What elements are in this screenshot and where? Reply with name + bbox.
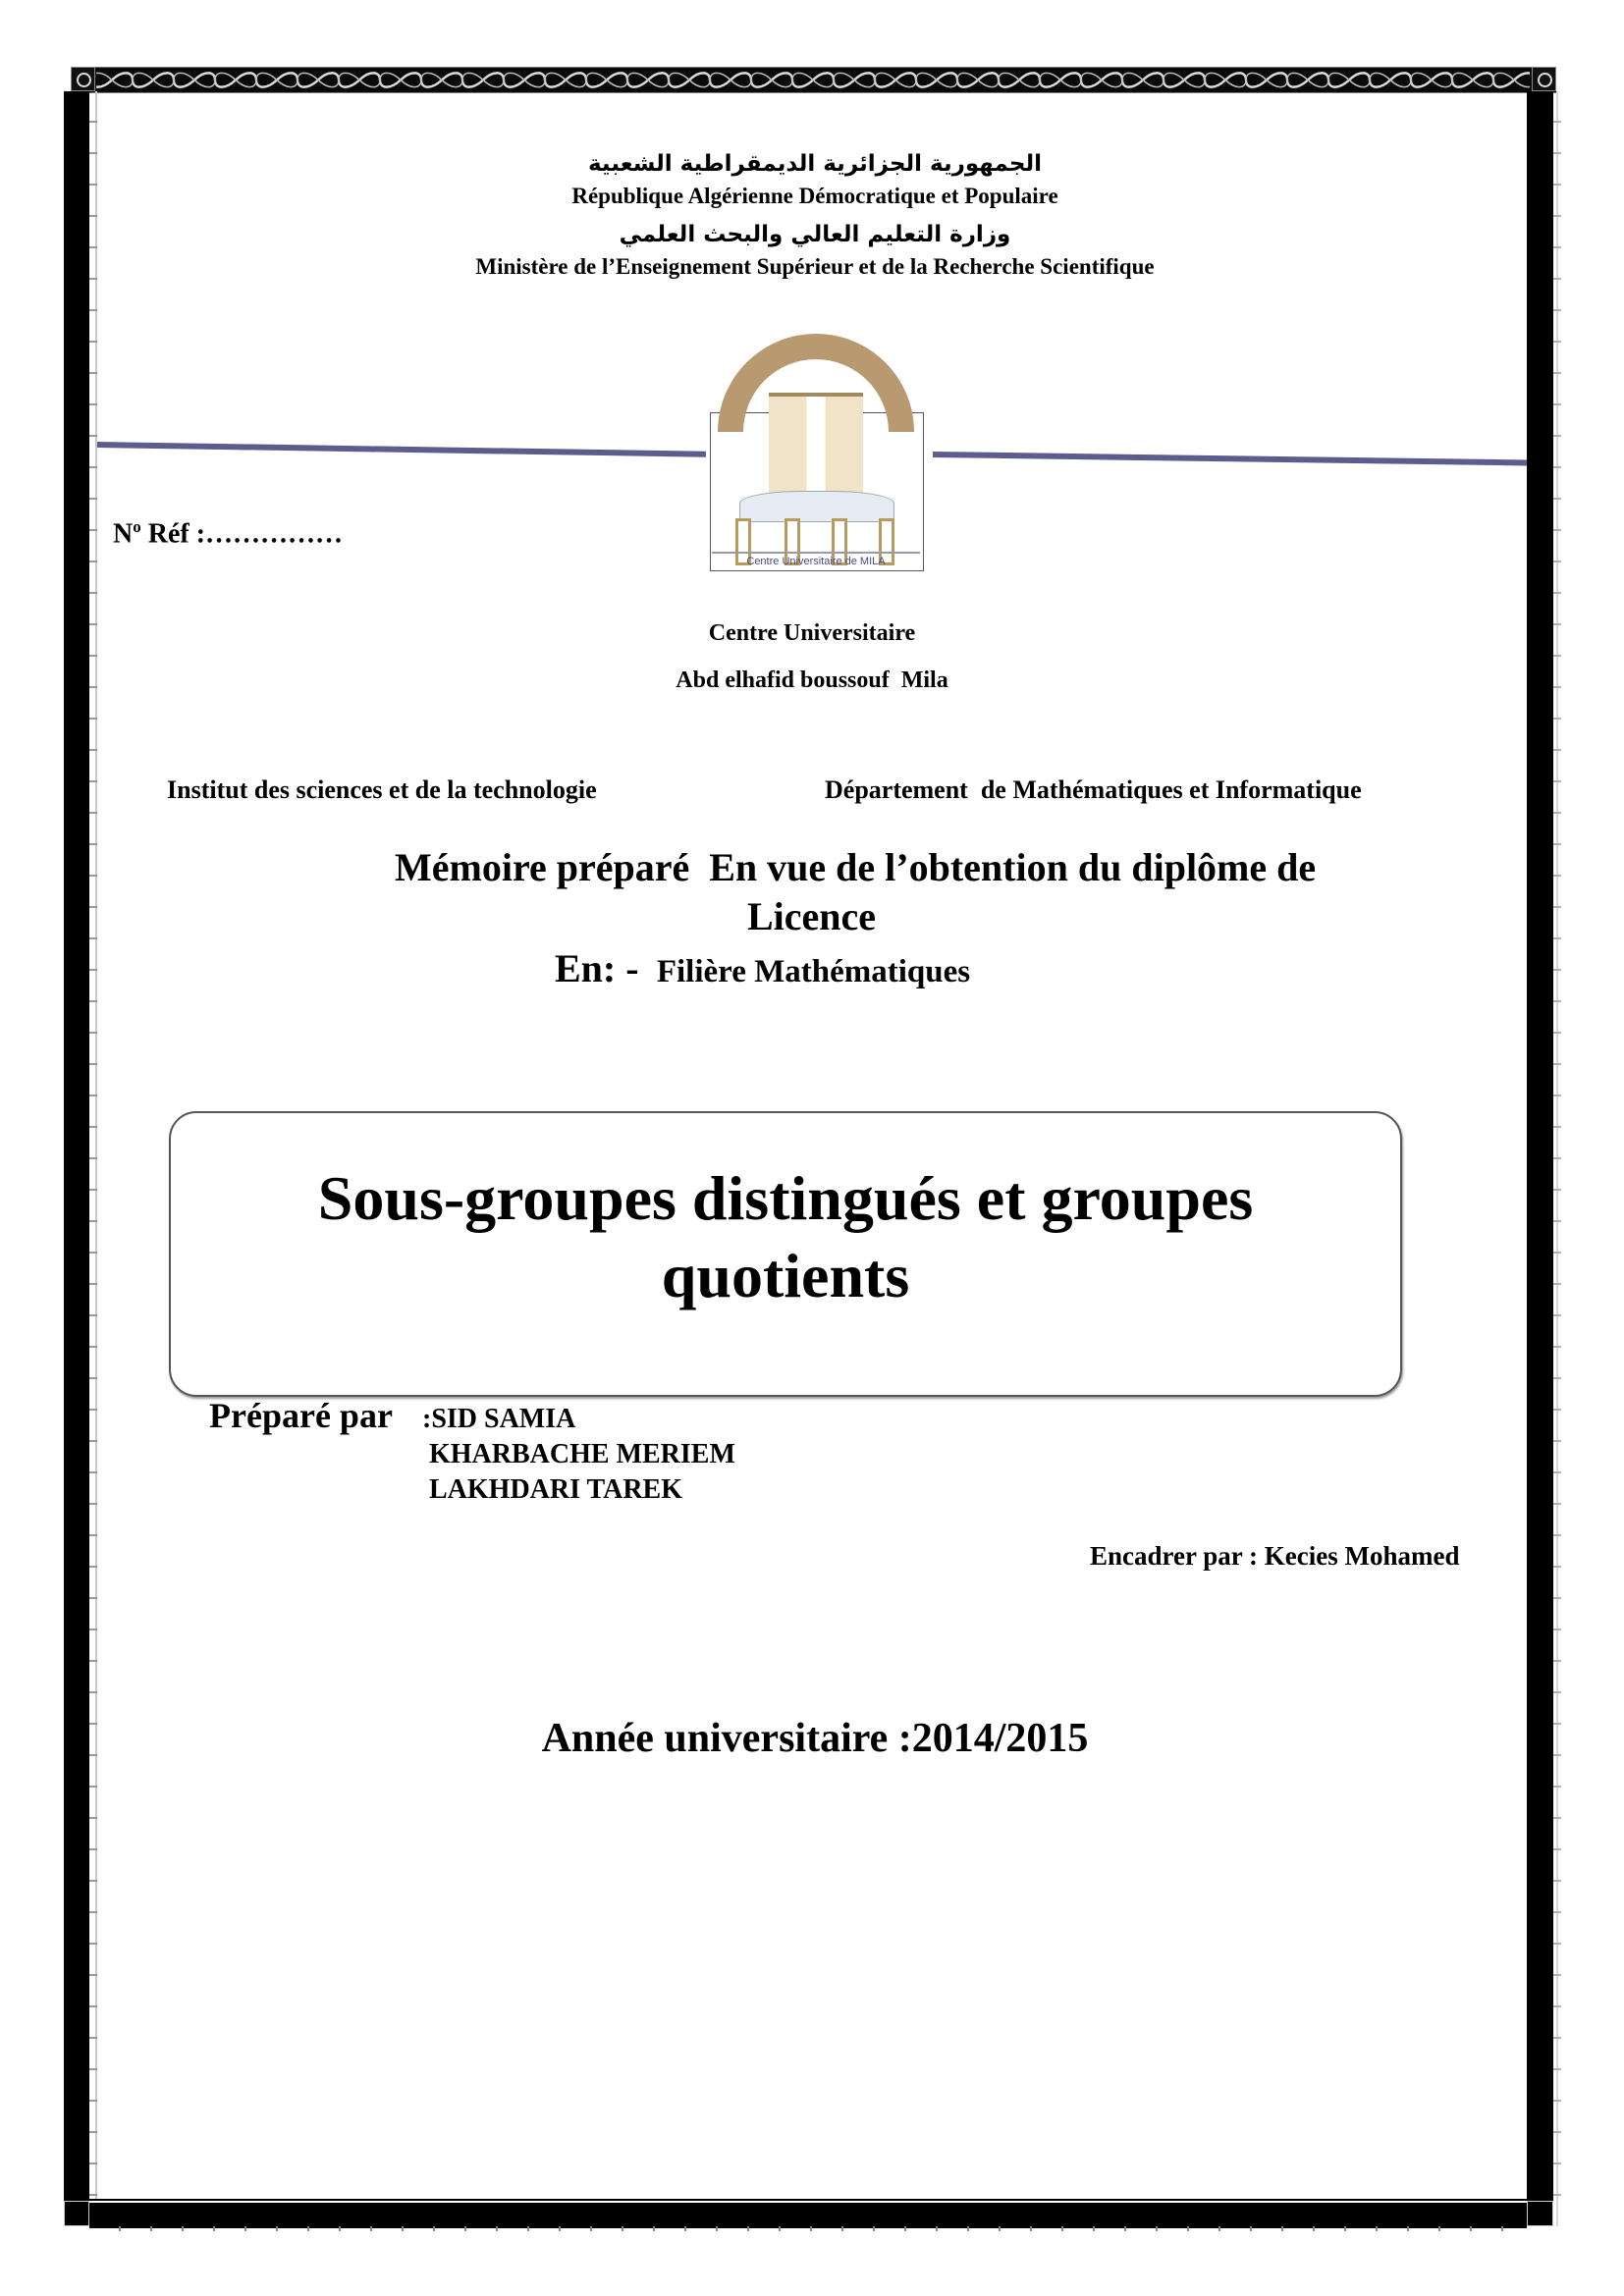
top-right-corner-ornament bbox=[1532, 67, 1556, 91]
top-ornamental-border bbox=[71, 67, 1556, 93]
bottom-right-corner bbox=[1527, 2201, 1553, 2226]
filiere-line bbox=[555, 945, 970, 1001]
institute-name: Institut des sciences et de la technologie bbox=[167, 775, 597, 804]
institution-name-line1: Centre Universitaire bbox=[708, 620, 916, 646]
thesis-title-line1: Sous-groupes distingués et groupes bbox=[317, 1163, 1254, 1233]
logo-open-book bbox=[739, 491, 894, 522]
institution-name-line2: Abd elhafid boussouf Mila bbox=[676, 667, 948, 693]
author-name: LAKHDARI TAREK bbox=[429, 1474, 683, 1505]
bottom-left-corner bbox=[64, 2201, 89, 2226]
academic-year: Année universitaire :2014/2015 bbox=[541, 1716, 1089, 1761]
department-name: Département de Mathématiques et Informatique bbox=[825, 775, 1362, 804]
arabic-republic-heading: الجمهورية الجزائرية الديمقراطية الشعبية bbox=[587, 151, 1043, 177]
bottom-frame-bar bbox=[89, 2201, 1527, 2228]
left-frame-bar bbox=[64, 91, 89, 2201]
logo-label: Centre Universitaire de MILA bbox=[712, 552, 920, 569]
memoire-statement: Mémoire préparé En vue de l’obtention du diplôme de bbox=[395, 845, 1317, 889]
en-label: En: - bbox=[555, 946, 649, 990]
reference-number bbox=[113, 510, 343, 551]
left-tick-marks bbox=[89, 91, 97, 2201]
thesis-title-line2: quotients bbox=[661, 1241, 910, 1310]
bottom-tick-marks bbox=[89, 2226, 1527, 2231]
filiere-name: Filière Mathématiques bbox=[648, 954, 971, 989]
supervisor: Encadrer par : Kecies Mohamed bbox=[1090, 1541, 1460, 1571]
right-tick-marks bbox=[1553, 91, 1561, 2201]
right-horizontal-rule bbox=[933, 452, 1527, 465]
degree-name: Licence bbox=[747, 894, 877, 938]
right-frame-bar bbox=[1527, 91, 1553, 2201]
logo-building bbox=[769, 393, 863, 505]
arabic-ministry-heading: وزارة التعليم العالي والبحث العلمي bbox=[619, 222, 1011, 247]
university-logo-icon bbox=[710, 334, 924, 574]
reference-label: N bbox=[113, 518, 134, 550]
prepared-by-label: Préparé par bbox=[209, 1396, 393, 1435]
republic-heading: République Algérienne Démocratique et Populaire bbox=[571, 184, 1058, 208]
ministry-heading: Ministère de l’Enseignement Supérieur et de la Recherche Scientifique bbox=[475, 254, 1155, 279]
author-name: :SID SAMIA bbox=[422, 1404, 576, 1434]
top-left-corner-ornament bbox=[71, 67, 95, 91]
left-horizontal-rule bbox=[97, 442, 706, 457]
author-name: KHARBACHE MERIEM bbox=[429, 1439, 735, 1469]
reference-superscript: o bbox=[133, 517, 141, 536]
reference-dots: Réf :…………… bbox=[140, 518, 344, 550]
